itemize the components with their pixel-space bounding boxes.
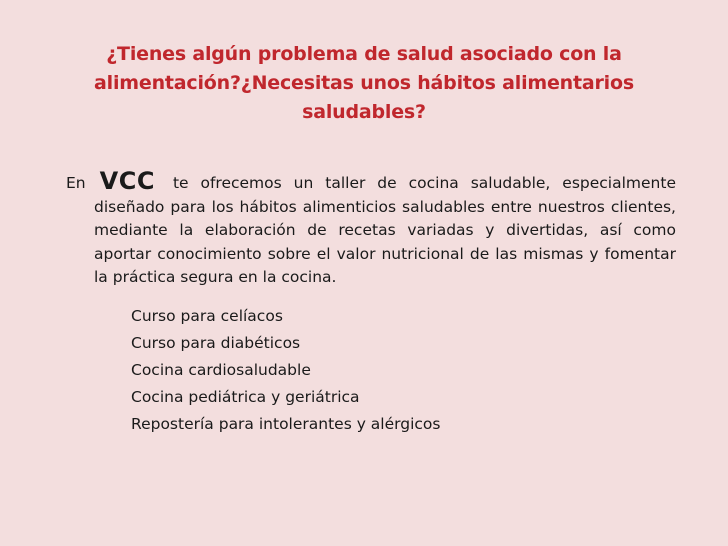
course-item: Curso para celíacos xyxy=(131,307,283,325)
intro-lead-word: En xyxy=(66,174,86,192)
course-item: Curso para diabéticos xyxy=(131,334,301,352)
course-list xyxy=(131,303,440,438)
course-item: Cocina pediátrica y geriátrica xyxy=(131,388,360,406)
brand-name: VCC xyxy=(99,167,155,195)
slide-title: ¿Tienes algún problema de salud asociado con la alimentación?¿Necesitas unos hábitos alimentarios saludables? xyxy=(94,43,634,123)
intro-paragraph xyxy=(66,167,676,290)
intro-text: te ofrecemos un taller de cocina saludable, especialmente diseñado para los hábitos alimenticios saludables entre nuestros clientes, mediante la elaboración de recetas variadas y divertidas, así como aportar conocimiento sobre el valor nutricional de las mismas y fomentar la práctica segura en la cocina. xyxy=(94,174,676,286)
course-item: Cocina cardiosaludable xyxy=(131,361,311,379)
course-item: Repostería para intolerantes y alérgicos xyxy=(131,415,441,433)
